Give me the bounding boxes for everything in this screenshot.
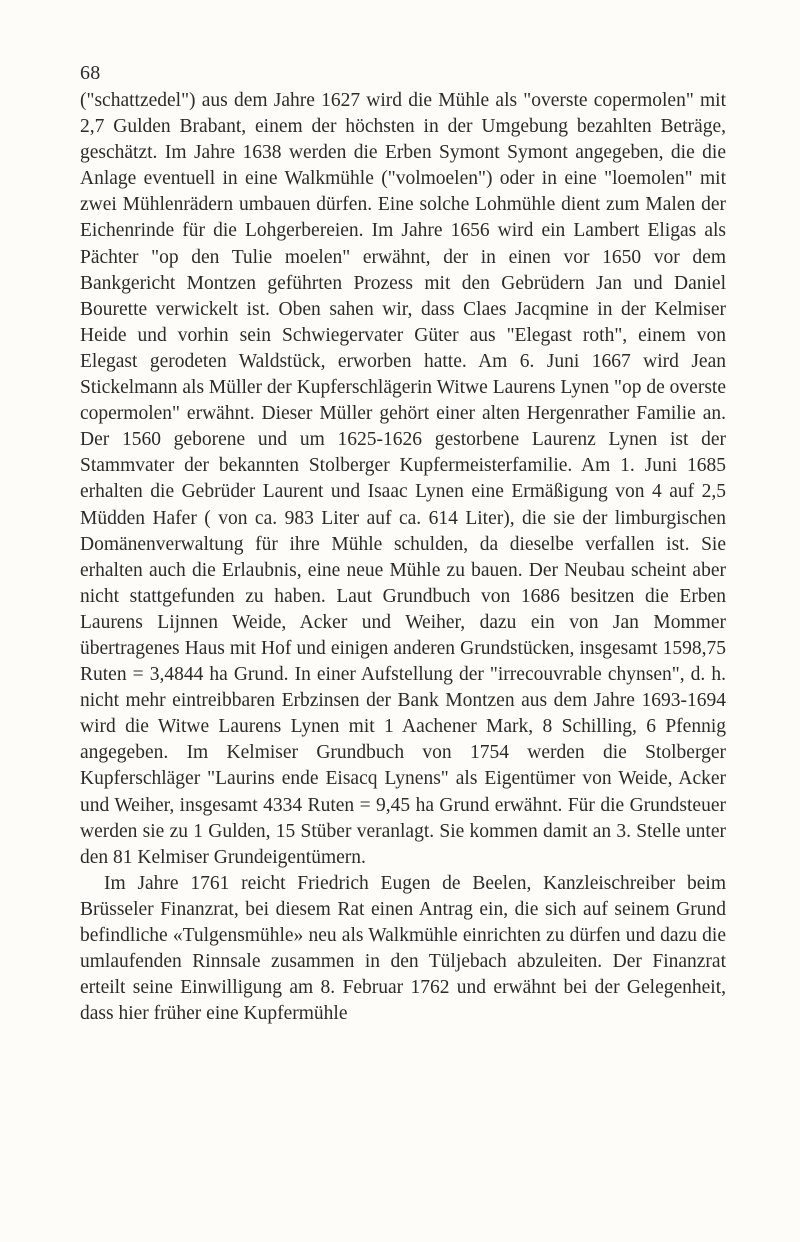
page-number: 68 — [80, 62, 101, 84]
paragraph-2: Im Jahre 1761 reicht Friedrich Eugen de Beelen, Kanzleischreiber beim Brüsseler Finanzrat, bei diesem Rat einen Antrag ein, die sich auf seinem Grund befindliche «Tulgensmühle» neu als Walkmühle einrichten zu dürfen und dazu die umlaufenden Rinnsale zusammen in den Tüljebach abzuleiten. Der Finanzrat erteilt seine Einwilligung am 8. Februar 1762 und erwähnt bei der Gelegenheit, dass hier früher eine Kupfermühle — [80, 872, 726, 1025]
book-page — [80, 60, 726, 1027]
paragraph-1: ("schattzedel") aus dem Jahre 1627 wird die Mühle als "overste copermolen" mit 2,7 Gulden Brabant, einem der höchsten in der Umgebung bezahlten Beträge, geschätzt. Im Jahre 1638 werden die Erben Symont Symont angegeben, die die Anlage eventuell in eine Walkmühle ("volmoelen") oder in eine "loemolen" mit zwei Mühlenrädern umbauen dürfen. Eine solche Lohmühle dient zum Malen der Eichenrinde für die Lohgerbereien. Im Jahre 1656 wird ein Lambert Eligas als Pächter "op den Tulie moelen" erwähnt, der in einen vor 1650 vor dem Bankgericht Montzen geführten Prozess mit den Gebrüdern Jan und Daniel Bourette verwickelt ist. Oben sahen wir, dass Claes Jacqmine in der Kelmiser Heide und vorhin sein Schwiegervater Güter aus "Elegast roth", einem von Elegast gerodeten Waldstück, erworben hatte. Am 6. Juni 1667 wird Jean Stickelmann als Müller der Kupferschlägerin Witwe Laurens Lynen "op de overste copermolen" erwähnt. Dieser Müller gehört einer alten Hergenrather Familie an. Der 1560 geborene und um 1625-1626 gestorbene Laurenz Lynen ist der Stammvater der bekannten Stolberger Kupfermeisterfamilie. Am 1. Juni 1685 erhalten die Gebrüder Laurent und Isaac Lynen eine Ermäßigung von 4 auf 2,5 Müdden Hafer ( von ca. 983 Liter auf ca. 614 Liter), die sie der limburgischen Domänenverwaltung für ihre Mühle schulden, da dieselbe verfallen ist. Sie erhalten auch die Erlaubnis, eine neue Mühle zu bauen. Der Neubau scheint aber nicht stattgefunden zu haben. Laut Grundbuch von 1686 besitzen die Erben Laurens Lijnnen Weide, Acker und Weiher, dazu ein von Jan Mommer übertragenes Haus mit Hof und einigen anderen Grundstücken, insgesamt 1598,75 Ruten = 3,4844 ha Grund. In einer Aufstellung der "irrecouvrable chynsen", d. h. nicht mehr eintreibbaren Erbzinsen der Bank Montzen aus dem Jahre 1693-1694 wird die Witwe Laurens Lynen mit 1 Aachener Mark, 8 Schilling, 6 Pfennig angegeben. Im Kelmiser Grundbuch von 1754 werden die Stolberger Kupferschläger "Laurins ende Eisacq Lynens" als Eigentümer von Weide, Acker und Weiher, insgesamt 4334 Ruten = 9,45 ha Grund erwähnt. Für die Grundsteuer werden sie zu 1 Gulden, 15 Stüber veranlagt. Sie kommen damit an 3. Stelle unter den 81 Kelmiser Grundeigentümern. — [80, 90, 726, 868]
